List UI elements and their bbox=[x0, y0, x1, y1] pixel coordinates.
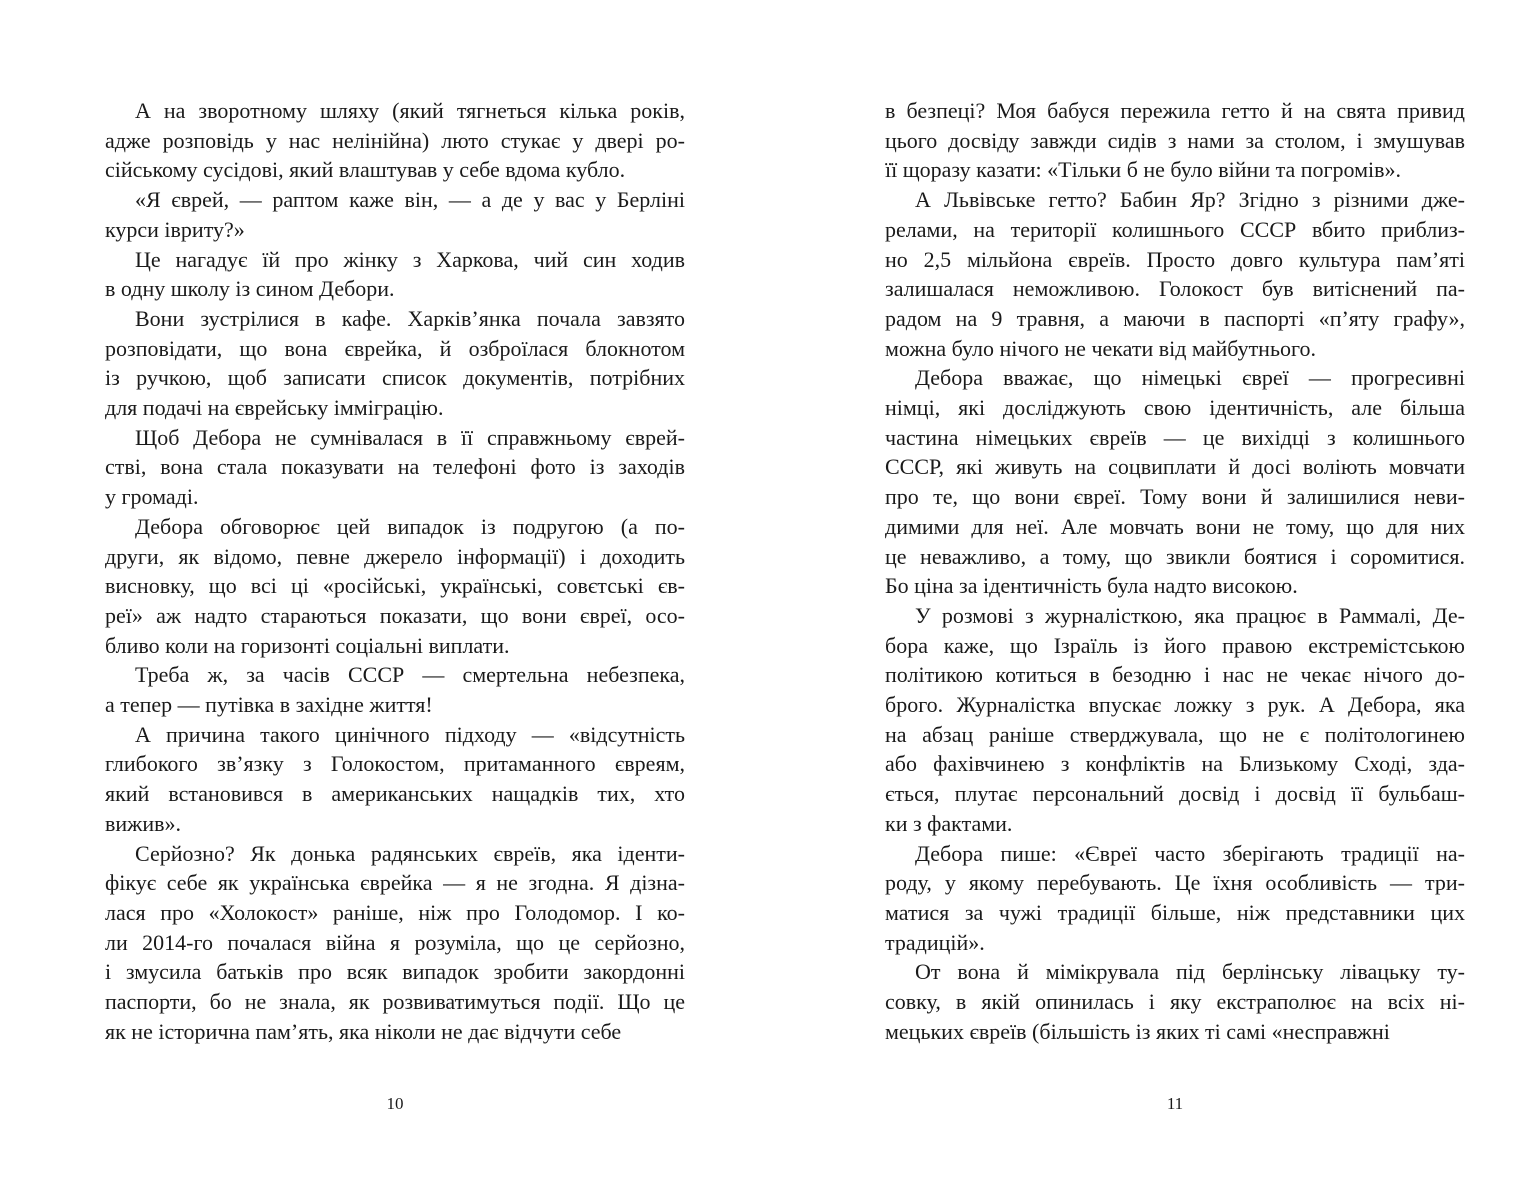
text-line: в безпеці? Моя бабуся пережила гетто й на свята привид bbox=[885, 98, 1465, 123]
text-line: ли 2014-го почалася війна я розуміла, що це серйозно, bbox=[105, 929, 685, 955]
text-line: ється, плутає персональний досвід і досвід її бульбаш- bbox=[885, 781, 1465, 807]
text-line: в одну школу із сином Дебори. bbox=[105, 276, 395, 302]
text-line: реї» аж надто стараються показати, що вони євреї, осо- bbox=[105, 602, 685, 628]
text-line: Бо ціна за ідентичність була надто високою. bbox=[885, 573, 1298, 599]
text-line: і змусила батьків про всяк випадок зробити закордонні bbox=[105, 959, 685, 985]
text-line: Дебора вважає, що німецькі євреї — прогресивні bbox=[915, 365, 1465, 391]
text-line: Дебора обговорює цей випадок із подругою (а по- bbox=[135, 513, 685, 539]
text-line: А причина такого цинічного підходу — «відсутність bbox=[135, 721, 685, 747]
text-line: бора каже, що Ізраїль із його правою екстремістською bbox=[885, 632, 1465, 658]
text-line: мецьких євреїв (більшість із яких ті самі «несправжні bbox=[885, 1018, 1390, 1044]
text-line: сійському сусідові, який влаштував у себе вдома кубло. bbox=[105, 157, 626, 183]
text-line: но 2,5 мільйона євреїв. Просто довго культура пам’яті bbox=[885, 246, 1465, 272]
text-line: совку, в якій опинилась і яку екстраполює на всіх ні- bbox=[885, 989, 1465, 1015]
text-line: роду, у якому перебувають. Це їхня особливість — три- bbox=[885, 870, 1465, 896]
text-line: для подачі на єврейську імміграцію. bbox=[105, 395, 444, 421]
text-line: або фахівчинею з конфліктів на Близькому Сході, зда- bbox=[885, 751, 1465, 777]
text-line: про те, що вони євреї. Тому вони й залишилися неви- bbox=[885, 484, 1465, 510]
text-line: ки з фактами. bbox=[885, 810, 1013, 836]
text-line: політикою котиться в безодню і нас не чекає нічого до- bbox=[885, 662, 1465, 688]
text-line: А на зворотному шляху (який тягнеться кілька років, bbox=[135, 98, 685, 123]
text-line: радом на 9 травня, а маючи в паспорті «п’яту графу», bbox=[885, 305, 1465, 331]
text-line: німці, які досліджують свою ідентичність, але більша bbox=[885, 395, 1465, 421]
text-line: «Я єврей, — раптом каже він, — а де у вас у Берліні bbox=[135, 187, 685, 213]
text-line: частина німецьких євреїв — це вихідці з колишнього bbox=[885, 424, 1465, 450]
page-text-right bbox=[885, 96, 1465, 1047]
text-line: розповідати, що вона єврейка, й озброїлася блокнотом bbox=[105, 335, 685, 361]
text-line: У розмові з журналісткою, яка працює в Раммалі, Де- bbox=[915, 602, 1465, 628]
text-line: лася про «Холокост» раніше, ніж про Голодомор. І ко- bbox=[105, 899, 685, 925]
text-line: Щоб Дебора не сумнівалася в її справжньому єврей- bbox=[135, 424, 685, 450]
text-line: СССР, які живуть на соцвиплати й досі воліють мовчати bbox=[885, 454, 1465, 480]
page-number: 10 bbox=[386, 1094, 404, 1113]
text-line: курси івриту?» bbox=[105, 216, 245, 242]
page-text-left bbox=[105, 96, 685, 1047]
text-line: її щоразу казати: «Тільки б не було війни та погромів». bbox=[885, 157, 1402, 183]
text-line: други, як відомо, певне джерело інформації) і доходить bbox=[105, 543, 685, 569]
text-line: димими для неї. Але мовчать вони не тому, що для них bbox=[885, 513, 1465, 539]
text-line: у громаді. bbox=[105, 484, 199, 510]
text-line: залишалася неможливою. Голокост був витіснений па- bbox=[885, 276, 1465, 302]
text-line: висновку, що всі ці «російські, українські, совєтські єв- bbox=[105, 573, 685, 599]
text-line: адже розповідь у нас нелінійна) люто стукає у двері ро- bbox=[105, 127, 685, 153]
text-line: традицій». bbox=[885, 929, 985, 955]
text-line: а тепер — путівка в західне життя! bbox=[105, 692, 433, 718]
text-line: як не історична пам’ять, яка ніколи не дає відчути себе bbox=[105, 1018, 622, 1044]
text-line: стві, вона стала показувати на телефоні фото із заходів bbox=[105, 454, 685, 480]
text-line: бливо коли на горизонті соціальні виплати. bbox=[105, 632, 510, 658]
text-line: брого. Журналістка впускає ложку з рук. А Дебора, яка bbox=[885, 692, 1465, 718]
text-line: можна було нічого не чекати від майбутнього. bbox=[885, 335, 1316, 361]
text-line: матися за чужі традиції більше, ніж представники цих bbox=[885, 899, 1465, 925]
text-line: Вони зустрілися в кафе. Харків’янка почала завзято bbox=[135, 305, 685, 331]
text-line: фікує себе як українська єврейка — я не згодна. Я дізна- bbox=[105, 870, 685, 896]
text-line: вижив». bbox=[105, 810, 182, 836]
text-line: От вона й мімікрувала під берлінську лівацьку ту- bbox=[915, 959, 1465, 985]
text-line: релами, на території колишнього СССР вбито приблиз- bbox=[885, 216, 1465, 242]
page-right bbox=[768, 0, 1536, 1182]
text-line: паспорти, бо не знала, як розвиватимуться події. Що це bbox=[105, 989, 685, 1015]
text-line: Це нагадує їй про жінку з Харкова, чий син ходив bbox=[135, 246, 685, 272]
text-line: із ручкою, щоб записати список документів, потрібних bbox=[105, 365, 685, 391]
text-line: Серйозно? Як донька радянських євреїв, яка іденти- bbox=[135, 840, 685, 866]
page-number: 11 bbox=[1166, 1094, 1184, 1113]
text-line: на абзац раніше стверджувала, що не є політологинею bbox=[885, 721, 1465, 747]
text-line: цього досвіду завжди сидів з нами за столом, і змушував bbox=[885, 127, 1465, 153]
text-line: Треба ж, за часів СССР — смертельна небезпека, bbox=[135, 662, 685, 688]
text-line: Дебора пише: «Євреї часто зберігають традиції на- bbox=[915, 840, 1465, 866]
text-line: глибокого зв’язку з Голокостом, притаманного євреям, bbox=[105, 751, 685, 777]
text-line: який встановився в американських нащадків тих, хто bbox=[105, 781, 685, 807]
text-line: А Львівське гетто? Бабин Яр? Згідно з різними дже- bbox=[915, 187, 1465, 213]
text-line: це неважливо, а тому, що звикли боятися і соромитися. bbox=[885, 543, 1465, 569]
